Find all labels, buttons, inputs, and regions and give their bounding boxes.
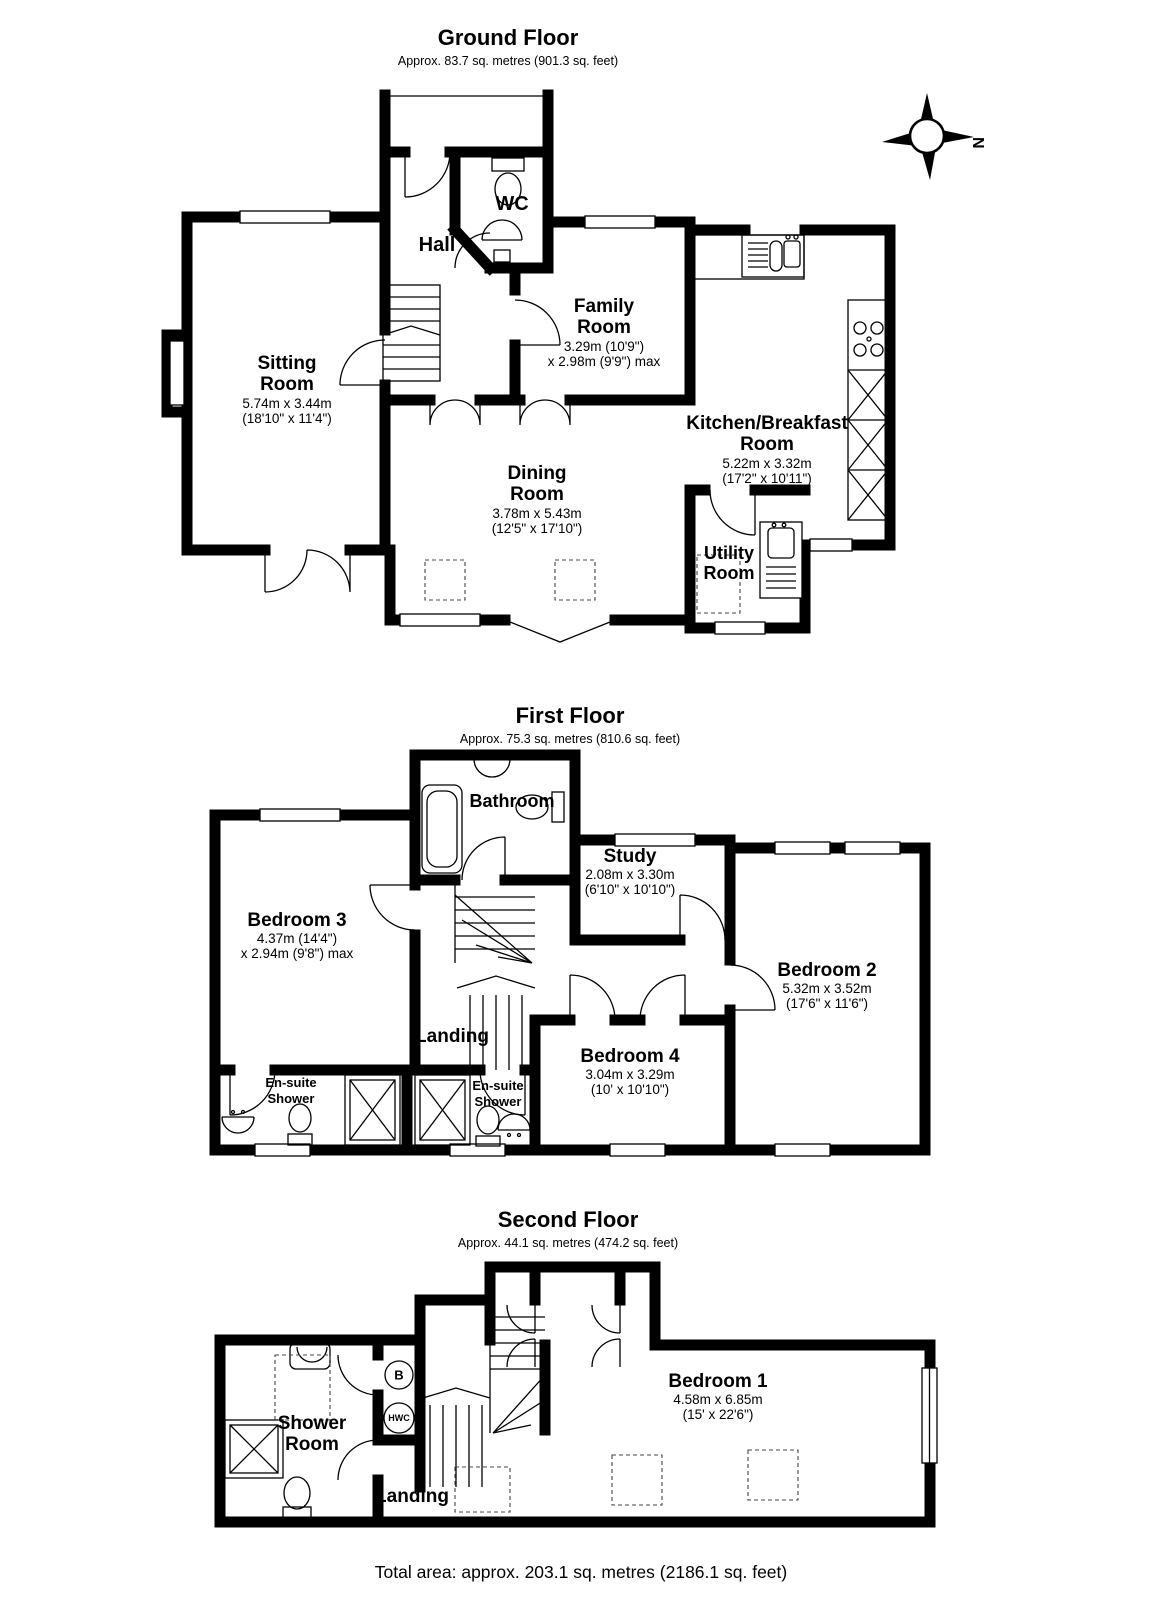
room-label-landing-second: Landing [375,1486,449,1507]
kitchen-units-hatch [848,370,888,520]
second-windows [922,1368,937,1463]
first-floor-header [460,704,680,746]
dining-dashed-square-2 [555,560,595,600]
dining-dashed-square-1 [425,560,465,600]
room-label-study: Study 2.08m x 3.30m (6'10" x 10'10") [584,846,676,898]
room-label-hall: Hall [418,234,456,256]
second-floor-plan [215,1255,935,1540]
room-label-dining: Dining Room 3.78m x 5.43m (12'5" x 17'10") [491,463,583,536]
kitchen-hob-icon [854,322,883,356]
kitchen-sink-icon [742,235,804,277]
hwc-label: HWC [388,1413,410,1423]
total-area-note: Total area: approx. 203.1 sq. metres (2186.1 sq. feet) [374,1562,788,1582]
bathroom-bath-icon [422,785,462,873]
room-label-ensuite-left: En-suite Shower [265,1075,317,1107]
shower-room-dashed [275,1355,330,1420]
compass-north-letter: N [969,137,986,149]
second-walls [220,1267,930,1522]
room-label-bedroom3: Bedroom 3 4.37m (14'4") x 2.94m (9'8") max [240,910,354,962]
room-label-ensuite-right: En-suite Shower [472,1078,524,1110]
room-label-shower-room: Shower Room [277,1413,347,1456]
utility-sink-icon [760,522,802,598]
room-label-sitting: Sitting Room 5.74m x 3.44m (18'10" x 11'4") [242,353,332,426]
bedroom1-dashed-2 [748,1450,798,1500]
room-label-bedroom4: Bedroom 4 3.04m x 3.29m (10' x 10'10") [580,1046,680,1098]
room-label-utility: Utility Room [703,543,755,584]
room-label-bathroom: Bathroom [469,791,555,811]
room-label-landing-first: Landing [415,1026,489,1047]
boiler-label: B [394,1367,404,1383]
room-label-family: Family Room 3.29m (10'9") x 2.98m (9'9") max [547,296,661,369]
ground-floor-title: Ground Floor [437,25,579,50]
first-floor-title: First Floor [515,703,625,728]
ground-floor-header [398,26,618,68]
bedroom1-dashed-1 [612,1455,662,1505]
first-floor-area: Approx. 75.3 sq. metres (810.6 sq. feet) [459,731,681,746]
second-floor-area: Approx. 44.1 sq. metres (474.2 sq. feet) [457,1235,679,1250]
room-label-bedroom1: Bedroom 1 4.58m x 6.85m (15' x 22'6") [668,1371,768,1423]
dining-bay-zigzag [505,620,615,642]
wc-basin-icon [482,220,522,262]
porch-walls [380,95,553,152]
room-label-bedroom2: Bedroom 2 5.32m x 3.52m (17'6" x 11'6") [777,960,877,1012]
second-floor-title: Second Floor [497,1207,639,1232]
second-floor-header [458,1208,678,1250]
ground-floor-area: Approx. 83.7 sq. metres (901.3 sq. feet) [397,53,619,68]
ground-stairs [383,285,440,381]
room-label-wc: WC [495,193,529,215]
room-label-kitchen: Kitchen/Breakfast Room 5.22m x 3.32m (17'2" x 10'11") [686,413,848,486]
